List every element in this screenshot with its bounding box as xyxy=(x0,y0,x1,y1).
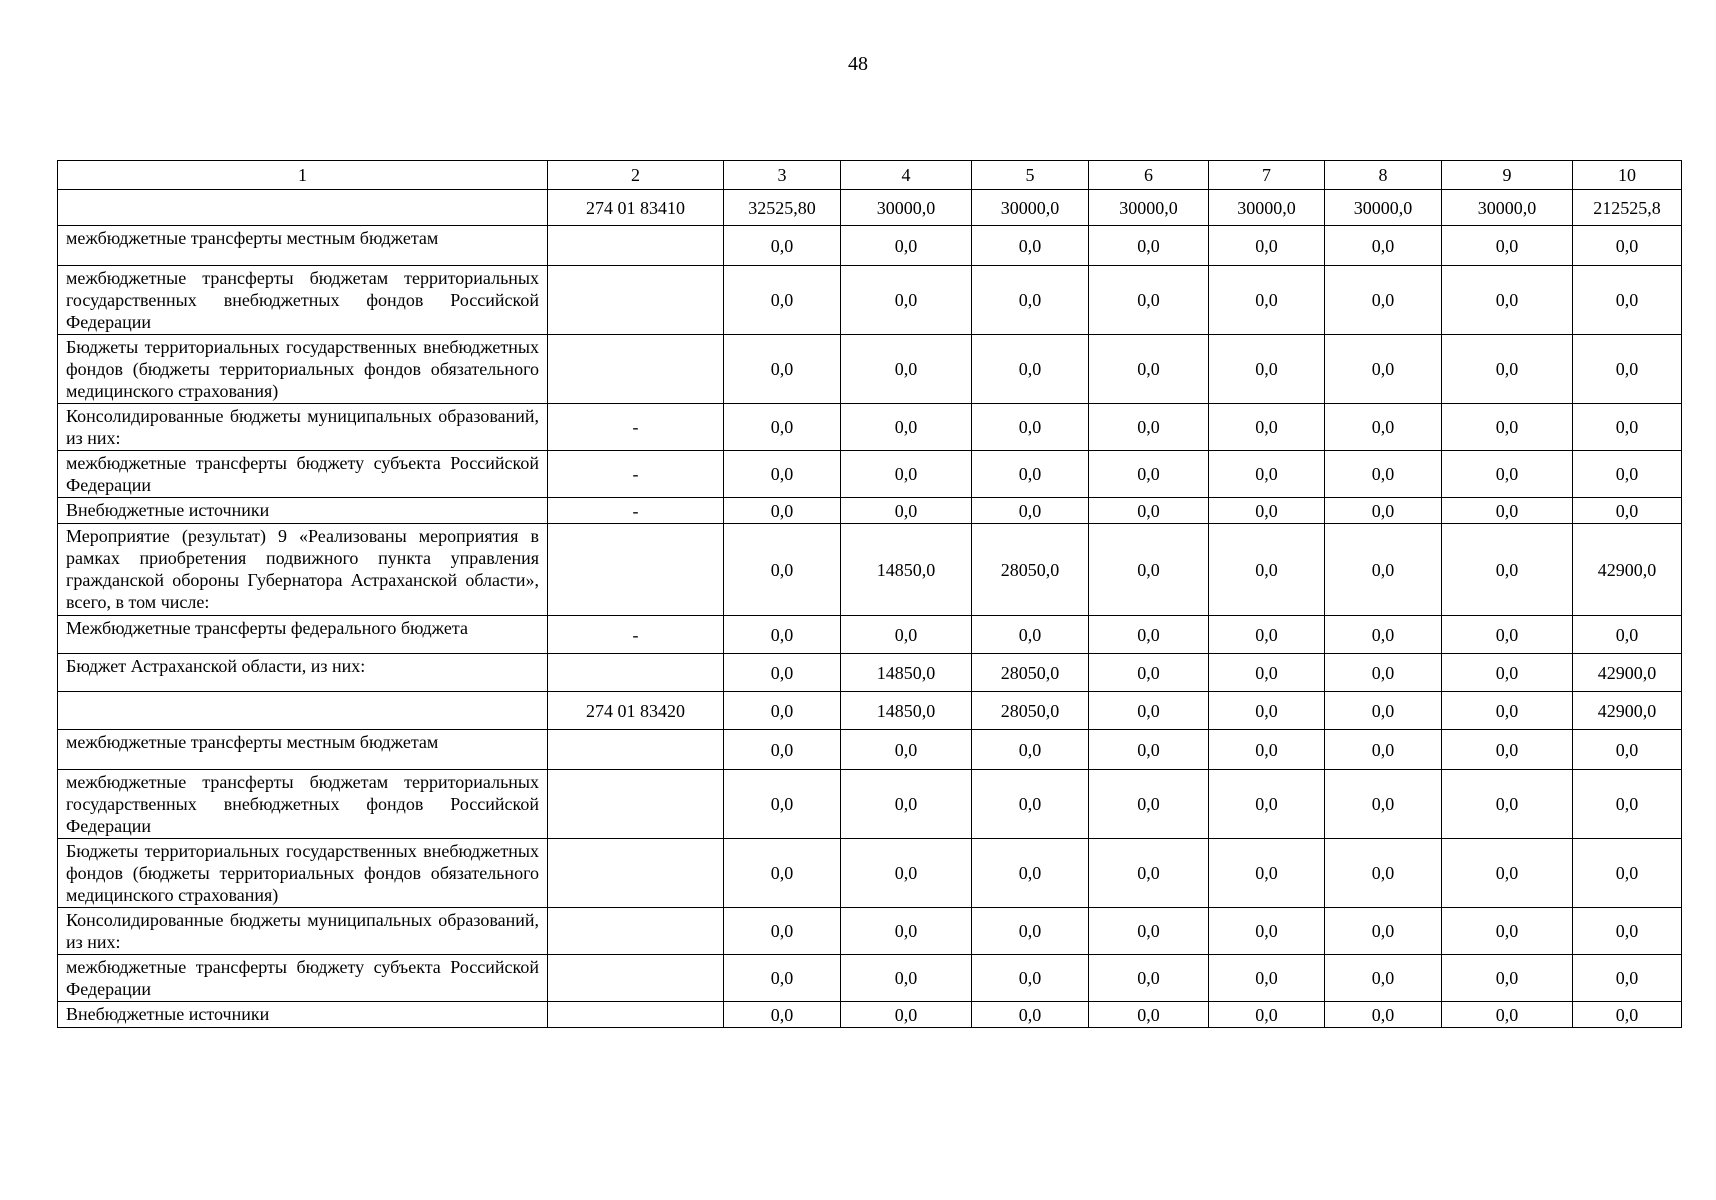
value-cell: 0,0 xyxy=(841,770,972,839)
value-cell: 14850,0 xyxy=(841,692,972,730)
value-cell: 0,0 xyxy=(1442,451,1573,498)
value-cell: 0,0 xyxy=(1573,616,1682,654)
budget-code: 274 01 83410 xyxy=(548,190,724,226)
table-row xyxy=(58,770,1682,839)
value-cell: 0,0 xyxy=(841,955,972,1002)
value-cell: 0,0 xyxy=(1209,498,1325,524)
row-description: Межбюджетные трансферты федерального бюджета xyxy=(58,616,548,654)
value-cell: 0,0 xyxy=(1209,524,1325,616)
row-description xyxy=(58,692,548,730)
value-cell: 42900,0 xyxy=(1573,654,1682,692)
value-cell: 0,0 xyxy=(1573,1002,1682,1028)
value-cell: 0,0 xyxy=(1325,692,1442,730)
value-cell: 0,0 xyxy=(1442,692,1573,730)
value-cell: 30000,0 xyxy=(1209,190,1325,226)
value-cell: 0,0 xyxy=(1573,451,1682,498)
value-cell: 0,0 xyxy=(1325,451,1442,498)
column-header: 5 xyxy=(972,161,1089,190)
value-cell: 0,0 xyxy=(1442,616,1573,654)
row-description: Консолидированные бюджеты муниципальных образований, из них: xyxy=(58,404,548,451)
budget-code xyxy=(548,335,724,404)
value-cell: 0,0 xyxy=(1209,335,1325,404)
value-cell: 14850,0 xyxy=(841,524,972,616)
value-cell: 0,0 xyxy=(1209,839,1325,908)
value-cell: 0,0 xyxy=(1209,226,1325,266)
row-description: межбюджетные трансферты бюджетам территориальных государственных внебюджетных фондов Российской Федерации xyxy=(58,266,548,335)
value-cell: 0,0 xyxy=(1325,770,1442,839)
value-cell: 0,0 xyxy=(1325,730,1442,770)
value-cell: 0,0 xyxy=(1442,1002,1573,1028)
column-header: 1 xyxy=(58,161,548,190)
value-cell: 0,0 xyxy=(1089,955,1209,1002)
value-cell: 0,0 xyxy=(841,908,972,955)
value-cell: 0,0 xyxy=(1089,770,1209,839)
value-cell: 0,0 xyxy=(724,908,841,955)
table-row xyxy=(58,524,1682,616)
table-row xyxy=(58,616,1682,654)
value-cell: 28050,0 xyxy=(972,524,1089,616)
value-cell: 0,0 xyxy=(1089,730,1209,770)
budget-code xyxy=(548,908,724,955)
column-header: 10 xyxy=(1573,161,1682,190)
value-cell: 42900,0 xyxy=(1573,524,1682,616)
value-cell: 0,0 xyxy=(1442,524,1573,616)
value-cell: 0,0 xyxy=(1573,839,1682,908)
value-cell: 0,0 xyxy=(972,404,1089,451)
value-cell: 0,0 xyxy=(1325,839,1442,908)
row-description: межбюджетные трансферты бюджету субъекта Российской Федерации xyxy=(58,451,548,498)
budget-code: - xyxy=(548,404,724,451)
value-cell: 0,0 xyxy=(972,1002,1089,1028)
value-cell: 32525,80 xyxy=(724,190,841,226)
table-row xyxy=(58,498,1682,524)
value-cell: 0,0 xyxy=(724,616,841,654)
value-cell: 0,0 xyxy=(1573,226,1682,266)
value-cell: 0,0 xyxy=(724,226,841,266)
value-cell: 0,0 xyxy=(1089,404,1209,451)
value-cell: 0,0 xyxy=(1089,335,1209,404)
row-description: Бюджет Астраханской области, из них: xyxy=(58,654,548,692)
value-cell: 0,0 xyxy=(724,404,841,451)
value-cell: 212525,8 xyxy=(1573,190,1682,226)
value-cell: 28050,0 xyxy=(972,654,1089,692)
value-cell: 0,0 xyxy=(1089,616,1209,654)
budget-code xyxy=(548,654,724,692)
table-row xyxy=(58,404,1682,451)
value-cell: 0,0 xyxy=(1573,335,1682,404)
row-description: межбюджетные трансферты бюджету субъекта Российской Федерации xyxy=(58,955,548,1002)
value-cell: 0,0 xyxy=(1573,266,1682,335)
table-row xyxy=(58,955,1682,1002)
value-cell: 0,0 xyxy=(724,498,841,524)
budget-code xyxy=(548,730,724,770)
value-cell: 30000,0 xyxy=(1089,190,1209,226)
value-cell: 0,0 xyxy=(1442,266,1573,335)
value-cell: 0,0 xyxy=(972,266,1089,335)
value-cell: 0,0 xyxy=(1089,839,1209,908)
value-cell: 30000,0 xyxy=(972,190,1089,226)
value-cell: 0,0 xyxy=(972,908,1089,955)
value-cell: 0,0 xyxy=(1089,908,1209,955)
value-cell: 0,0 xyxy=(1089,524,1209,616)
value-cell: 0,0 xyxy=(1209,955,1325,1002)
value-cell: 0,0 xyxy=(724,335,841,404)
value-cell: 0,0 xyxy=(724,1002,841,1028)
column-number-row xyxy=(58,161,1682,190)
value-cell: 0,0 xyxy=(1442,335,1573,404)
value-cell: 0,0 xyxy=(1573,730,1682,770)
table-row xyxy=(58,266,1682,335)
value-cell: 0,0 xyxy=(724,839,841,908)
value-cell: 0,0 xyxy=(724,730,841,770)
value-cell: 0,0 xyxy=(1325,1002,1442,1028)
value-cell: 0,0 xyxy=(841,404,972,451)
value-cell: 0,0 xyxy=(972,770,1089,839)
value-cell: 0,0 xyxy=(972,335,1089,404)
value-cell: 0,0 xyxy=(841,839,972,908)
value-cell: 0,0 xyxy=(1442,730,1573,770)
value-cell: 0,0 xyxy=(841,498,972,524)
value-cell: 0,0 xyxy=(1089,1002,1209,1028)
value-cell: 0,0 xyxy=(1089,266,1209,335)
value-cell: 0,0 xyxy=(1442,770,1573,839)
value-cell: 0,0 xyxy=(1573,498,1682,524)
value-cell: 0,0 xyxy=(1209,451,1325,498)
value-cell: 0,0 xyxy=(1209,730,1325,770)
budget-code xyxy=(548,955,724,1002)
value-cell: 0,0 xyxy=(724,451,841,498)
value-cell: 0,0 xyxy=(1325,404,1442,451)
row-description: Бюджеты территориальных государственных внебюджетных фондов (бюджеты территориальных фондов обязательного медицинского страхования) xyxy=(58,839,548,908)
value-cell: 0,0 xyxy=(1442,839,1573,908)
value-cell: 0,0 xyxy=(724,770,841,839)
column-header: 9 xyxy=(1442,161,1573,190)
value-cell: 0,0 xyxy=(724,955,841,1002)
value-cell: 0,0 xyxy=(724,266,841,335)
value-cell: 0,0 xyxy=(1573,908,1682,955)
value-cell: 14850,0 xyxy=(841,654,972,692)
table-row xyxy=(58,692,1682,730)
column-header: 6 xyxy=(1089,161,1209,190)
value-cell: 0,0 xyxy=(1442,654,1573,692)
value-cell: 30000,0 xyxy=(1325,190,1442,226)
table-row xyxy=(58,1002,1682,1028)
value-cell: 0,0 xyxy=(841,335,972,404)
value-cell: 28050,0 xyxy=(972,692,1089,730)
budget-code xyxy=(548,226,724,266)
row-description: Внебюджетные источники xyxy=(58,1002,548,1028)
column-header: 3 xyxy=(724,161,841,190)
value-cell: 0,0 xyxy=(1442,404,1573,451)
table-row xyxy=(58,654,1682,692)
value-cell: 0,0 xyxy=(1325,955,1442,1002)
value-cell: 0,0 xyxy=(841,616,972,654)
value-cell: 0,0 xyxy=(972,498,1089,524)
column-header: 7 xyxy=(1209,161,1325,190)
budget-code: - xyxy=(548,616,724,654)
row-description: межбюджетные трансферты бюджетам территориальных государственных внебюджетных фондов Российской Федерации xyxy=(58,770,548,839)
value-cell: 0,0 xyxy=(1573,404,1682,451)
budget-code xyxy=(548,524,724,616)
table-row xyxy=(58,226,1682,266)
value-cell: 30000,0 xyxy=(1442,190,1573,226)
table-row xyxy=(58,730,1682,770)
budget-table xyxy=(57,160,1682,1028)
value-cell: 0,0 xyxy=(841,730,972,770)
value-cell: 0,0 xyxy=(1089,451,1209,498)
value-cell: 0,0 xyxy=(724,524,841,616)
row-description: межбюджетные трансферты местным бюджетам xyxy=(58,730,548,770)
value-cell: 0,0 xyxy=(1325,616,1442,654)
value-cell: 0,0 xyxy=(1325,654,1442,692)
value-cell: 0,0 xyxy=(1209,266,1325,335)
page-number: 48 xyxy=(848,53,868,75)
budget-code xyxy=(548,839,724,908)
budget-code: 274 01 83420 xyxy=(548,692,724,730)
value-cell: 0,0 xyxy=(1209,654,1325,692)
table-row xyxy=(58,335,1682,404)
value-cell: 0,0 xyxy=(1442,498,1573,524)
table-row xyxy=(58,190,1682,226)
row-description: Внебюджетные источники xyxy=(58,498,548,524)
value-cell: 0,0 xyxy=(1209,692,1325,730)
table-row xyxy=(58,908,1682,955)
value-cell: 0,0 xyxy=(1325,498,1442,524)
value-cell: 0,0 xyxy=(841,451,972,498)
value-cell: 0,0 xyxy=(972,955,1089,1002)
value-cell: 0,0 xyxy=(1209,616,1325,654)
value-cell: 0,0 xyxy=(841,226,972,266)
value-cell: 0,0 xyxy=(724,654,841,692)
value-cell: 0,0 xyxy=(972,730,1089,770)
value-cell: 0,0 xyxy=(1209,770,1325,839)
value-cell: 0,0 xyxy=(1442,908,1573,955)
table-row xyxy=(58,839,1682,908)
value-cell: 0,0 xyxy=(972,451,1089,498)
column-header: 2 xyxy=(548,161,724,190)
value-cell: 0,0 xyxy=(1209,404,1325,451)
row-description: межбюджетные трансферты местным бюджетам xyxy=(58,226,548,266)
value-cell: 0,0 xyxy=(1325,335,1442,404)
row-description xyxy=(58,190,548,226)
budget-code xyxy=(548,1002,724,1028)
value-cell: 0,0 xyxy=(1442,226,1573,266)
budget-code xyxy=(548,770,724,839)
value-cell: 0,0 xyxy=(1573,770,1682,839)
value-cell: 0,0 xyxy=(1325,226,1442,266)
value-cell: 0,0 xyxy=(841,1002,972,1028)
value-cell: 42900,0 xyxy=(1573,692,1682,730)
budget-code xyxy=(548,266,724,335)
table-row xyxy=(58,451,1682,498)
budget-code: - xyxy=(548,498,724,524)
value-cell: 0,0 xyxy=(1325,908,1442,955)
column-header: 4 xyxy=(841,161,972,190)
value-cell: 30000,0 xyxy=(841,190,972,226)
value-cell: 0,0 xyxy=(1089,692,1209,730)
value-cell: 0,0 xyxy=(1089,226,1209,266)
value-cell: 0,0 xyxy=(1209,1002,1325,1028)
row-description: Консолидированные бюджеты муниципальных образований, из них: xyxy=(58,908,548,955)
value-cell: 0,0 xyxy=(972,226,1089,266)
value-cell: 0,0 xyxy=(1573,955,1682,1002)
value-cell: 0,0 xyxy=(1325,524,1442,616)
value-cell: 0,0 xyxy=(1209,908,1325,955)
value-cell: 0,0 xyxy=(1442,955,1573,1002)
row-description: Бюджеты территориальных государственных внебюджетных фондов (бюджеты территориальных фондов обязательного медицинского страхования) xyxy=(58,335,548,404)
value-cell: 0,0 xyxy=(841,266,972,335)
value-cell: 0,0 xyxy=(1325,266,1442,335)
row-description: Мероприятие (результат) 9 «Реализованы мероприятия в рамках приобретения подвижного пункта управления гражданской обороны Губернатора Астраханской области», всего, в том числе: xyxy=(58,524,548,616)
budget-code: - xyxy=(548,451,724,498)
value-cell: 0,0 xyxy=(972,839,1089,908)
value-cell: 0,0 xyxy=(724,692,841,730)
value-cell: 0,0 xyxy=(1089,654,1209,692)
value-cell: 0,0 xyxy=(1089,498,1209,524)
value-cell: 0,0 xyxy=(972,616,1089,654)
column-header: 8 xyxy=(1325,161,1442,190)
